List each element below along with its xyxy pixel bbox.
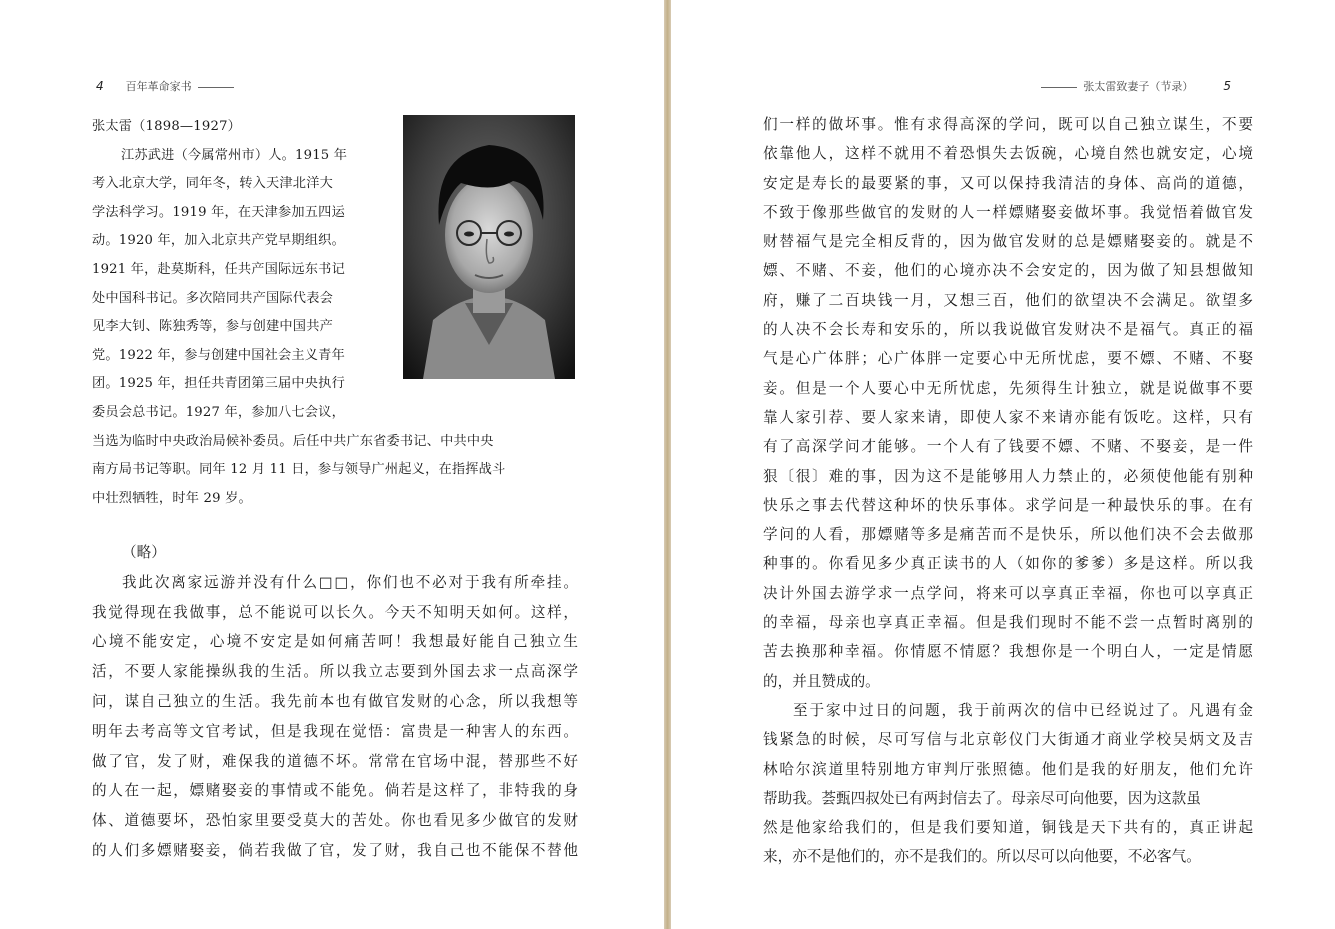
letter-line: 钱紧急的时候，尽可写信与北京彰仪门大街通才商业学校吴炳文及吉 bbox=[763, 731, 1253, 749]
letter-line: 的，并且赞成的。 bbox=[763, 672, 880, 690]
bio-line: 党。1922 年，参与创建中国社会主义青年 bbox=[92, 347, 345, 363]
bio-line: 当选为临时中央政治局候补委员。后任中共广东省委书记、中共中央 bbox=[92, 433, 494, 449]
letter-line: 靠人家引荐、要人家来请，即使人家不来请亦能有饭吃。这样，只有 bbox=[763, 408, 1253, 426]
letter-line: 狠〔很〕难的事，因为这不是能够用人力禁止的，必须使他能有别种 bbox=[763, 467, 1253, 485]
letter-line: 不致于像那些做官的发财的人一样嫖赌娶妾做坏事。我觉悟着做官发 bbox=[763, 203, 1253, 221]
letter-line: 府，赚了二百块钱一月，又想三百，他们的欲望决不会满足。欲望多 bbox=[763, 291, 1253, 309]
letter-line: 们一样的做坏事。惟有求得高深的学问，既可以自己独立谋生，不要 bbox=[763, 116, 1253, 133]
right-running-head-title: 张太雷致妻子（节录） bbox=[1083, 80, 1194, 93]
letter-line: 妾。但是一个人要心中无所忧虑，先须得生计独立，就是说做事不要 bbox=[763, 379, 1253, 397]
letter-line: 有了高深学问才能够。一个人有了钱要不嫖、不赌、不娶妾，是一件 bbox=[763, 438, 1253, 456]
letter-right-body bbox=[763, 110, 1253, 872]
bio-line: 学法科学习。1919 年，在天津参加五四运 bbox=[92, 204, 345, 220]
left-page bbox=[0, 0, 664, 929]
letter-line: 的人决不会长寿和安乐的，所以我说做官发财决不是福气。真正的福 bbox=[763, 321, 1253, 339]
letter-left-body bbox=[92, 538, 578, 866]
letter-line: 气是心广体胖；心广体胖一定要心中无所忧虑，要不嫖、不赌、不娶 bbox=[763, 350, 1253, 368]
letter-line: 问，谋自己独立的生活。我先前本也有做官发财的心念，所以我想等 bbox=[92, 692, 578, 710]
letter-line: 决计外国去游学求一点学问，将来可以享真正幸福，你也可以享真正 bbox=[763, 584, 1253, 602]
left-running-header bbox=[96, 78, 234, 94]
left-page-number: 4 bbox=[96, 79, 104, 93]
letter-line: 心境不能安定，心境不安定是如何痛苦呵！我想最好能自己独立生 bbox=[92, 633, 578, 651]
bio-line: 团。1925 年，担任共青团第三届中央执行 bbox=[92, 376, 345, 392]
bio-line: 考入北京大学，同年冬，转入天津北洋大 bbox=[92, 176, 333, 192]
letter-line: 财替福气是完全相反背的，因为做官发财的总是嫖赌娶妾的。就是不 bbox=[763, 233, 1253, 251]
letter-line: 我此次离家远游并没有什么□□，你们也不必对于我有所牵挂。 bbox=[122, 573, 578, 591]
right-page bbox=[671, 0, 1335, 929]
letter-line: 我觉得现在我做事，总不能说可以长久。今天不知明天如何。这样， bbox=[92, 603, 578, 621]
letter-line: 的幸福，母亲也享真正幸福。但是我们现时不能不尝一点暂时离别的 bbox=[763, 614, 1253, 632]
letter-line: 种事的。你看见多少真正读书的人（如你的爹爹）多是这样。所以我 bbox=[763, 555, 1253, 573]
bio-line: 见李大钊、陈独秀等，参与创建中国共产 bbox=[92, 319, 333, 335]
left-running-head-title: 百年革命家书 bbox=[125, 80, 192, 93]
letter-line: 快乐之事去代替这种坏的快乐事体。求学问是一种最快乐的事。在有 bbox=[763, 496, 1253, 514]
bio-line: 中壮烈牺牲，时年 29 岁。 bbox=[92, 490, 252, 506]
letter-line: 的人们多嫖赌娶妾，倘若我做了官，发了财，我自己也不能保不替他 bbox=[92, 841, 578, 859]
letter-line: 嫖、不赌、不妾，他们的心境亦决不会安定的，因为做了知县想做知 bbox=[763, 262, 1253, 280]
letter-line: 然是他家给我们的，但是我们要知道，铜钱是天下共有的，真正讲起 bbox=[763, 819, 1253, 837]
book-gutter bbox=[664, 0, 671, 929]
bio-line: 委员会总书记。1927 年，参加八七会议， bbox=[92, 404, 345, 420]
letter-line: 帮助我。荟甄四叔处已有两封信去了。母亲尽可向他要，因为这款虽 bbox=[763, 789, 1201, 807]
letter-line: 林哈尔滨道里特别地方审判厅张照德。他们是我的好朋友，他们允许 bbox=[763, 760, 1253, 778]
letter-line: 学问的人看，那嫖赌等多是痛苦而不是快乐，所以他们决不会去做那 bbox=[763, 526, 1253, 544]
bio-line: 南方局书记等职。同年 12 月 11 日，参与领导广州起义，在指挥战斗 bbox=[92, 462, 506, 478]
letter-line: 活，不要人家能操纵我的生活。所以我立志要到外国去求一点高深学 bbox=[92, 663, 578, 681]
header-rule bbox=[1041, 87, 1077, 88]
letter-line: 体、道德要坏，恐怕家里要受莫大的苦处。你也看见多少做官的发财 bbox=[92, 812, 578, 830]
biography bbox=[92, 113, 578, 513]
omitted-marker: （略） bbox=[122, 544, 166, 561]
bio-line: 处中国科书记。多次陪同共产国际代表会 bbox=[92, 290, 333, 306]
letter-line: 依靠他人，这样不就用不着恐惧失去饭碗，心境自然也就安定，心境 bbox=[763, 145, 1253, 163]
letter-line: 安定是寿长的最要紧的事，又可以保持我清洁的身体、高尚的道德， bbox=[763, 174, 1253, 192]
header-rule bbox=[198, 87, 234, 88]
letter-line: 做了官，发了财，难保我的道德不坏。常常在官场中混，替那些不好 bbox=[92, 752, 578, 770]
letter-line: 明年去考高等文官考试，但是我现在觉悟：富贵是一种害人的东西。 bbox=[92, 722, 578, 740]
bio-line: 1921 年，赴莫斯科，任共产国际远东书记 bbox=[92, 261, 345, 277]
bio-line: 动。1920 年，加入北京共产党早期组织。 bbox=[92, 233, 345, 249]
letter-line: 苦去换那种幸福。你情愿不情愿？我想你是一个明白人，一定是情愿 bbox=[763, 643, 1253, 661]
letter-line: 的人在一起，嫖赌娶妾的事情或不能免。倘若是这样了，非特我的身 bbox=[92, 782, 578, 800]
bio-line: 江苏武进（今属常州市）人。1915 年 bbox=[121, 147, 348, 163]
letter-line: 来，亦不是他们的，亦不是我们的。所以尽可以向他要，不必客气。 bbox=[763, 848, 1201, 866]
right-running-header bbox=[1041, 78, 1231, 94]
right-page-number: 5 bbox=[1223, 79, 1231, 93]
letter-line: 至于家中过日的问题，我于前两次的信中已经说过了。凡遇有金 bbox=[793, 701, 1253, 719]
bio-name-dates: 张太雷（1898—1927） bbox=[92, 119, 242, 134]
